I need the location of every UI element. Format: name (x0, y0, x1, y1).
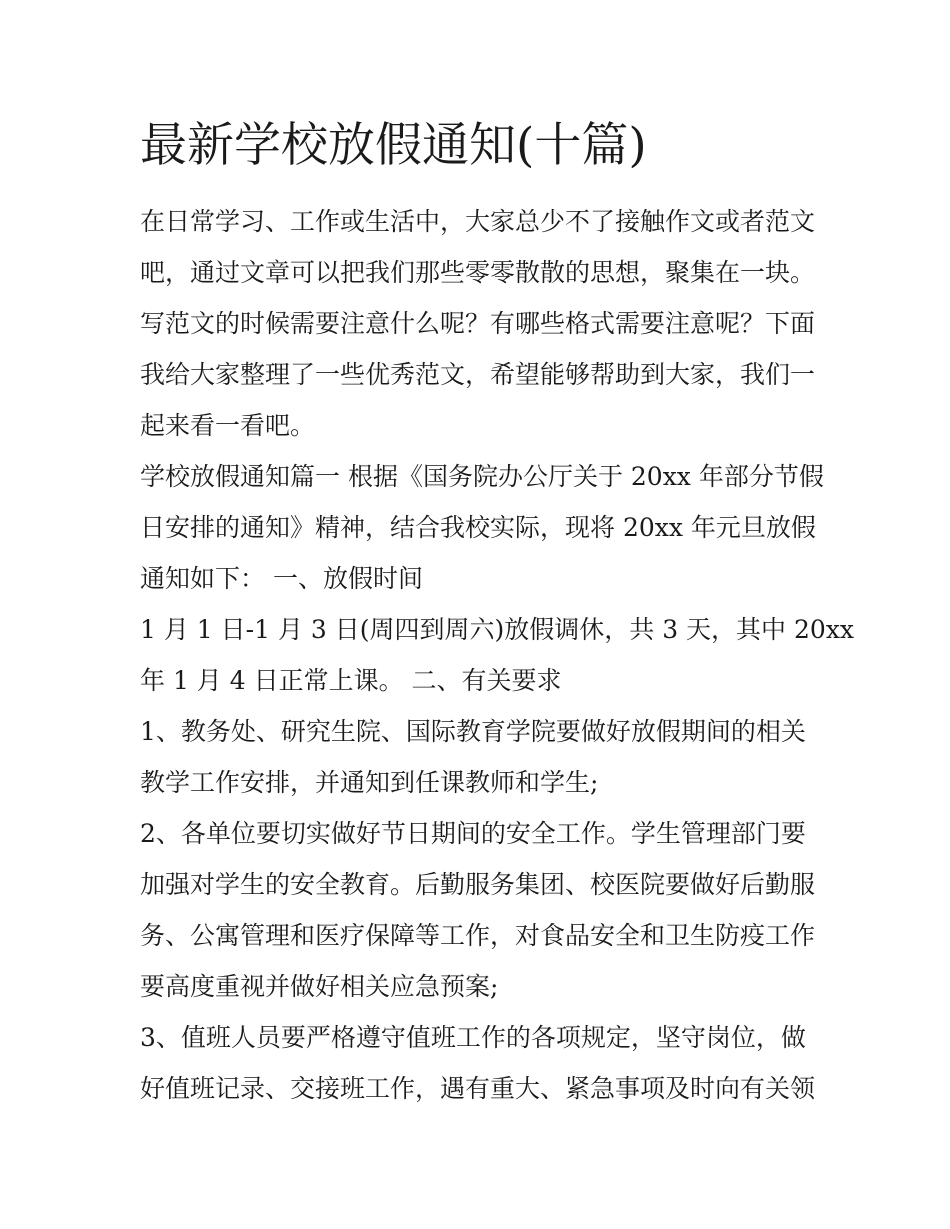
paragraph-intro (140, 196, 820, 451)
text-line: 学校放假通知篇一 根据《国务院办公厅关于 20xx 年部分节假 (140, 462, 824, 491)
paragraph-holiday-time (140, 604, 855, 706)
document-title: 最新学校放假通知(十篇) (140, 118, 647, 173)
text-line: 要高度重视并做好相关应急预案; (140, 972, 499, 1001)
text-line: 吧，通过文章可以把我们那些零零散散的思想，聚集在一块。 (140, 258, 816, 287)
text-line: 教学工作安排，并通知到任课教师和学生; (140, 768, 599, 797)
paragraph-notice-one (140, 451, 824, 604)
paragraph-requirement-1 (140, 706, 820, 808)
text-line: 3、值班人员要严格遵守值班工作的各项规定，坚守岗位，做 (140, 1023, 806, 1052)
text-line: 在日常学习、工作或生活中，大家总少不了接触作文或者范文 (140, 207, 816, 236)
text-line: 我给大家整理了一些优秀范文，希望能够帮助到大家，我们一 (140, 360, 816, 389)
text-line: 日安排的通知》精神，结合我校实际，现将 20xx 年元旦放假 (140, 513, 816, 542)
document-body (140, 196, 855, 1114)
text-line: 写范文的时候需要注意什么呢？有哪些格式需要注意呢？下面 (140, 309, 816, 338)
text-line: 加强对学生的安全教育。后勤服务集团、校医院要做好后勤服 (140, 870, 816, 899)
paragraph-requirement-3 (140, 1012, 820, 1114)
text-line: 务、公寓管理和医疗保障等工作，对食品安全和卫生防疫工作 (140, 921, 816, 950)
text-line: 2、各单位要切实做好节日期间的安全工作。学生管理部门要 (140, 819, 806, 848)
text-line: 好值班记录、交接班工作，遇有重大、紧急事项及时向有关领 (140, 1074, 816, 1103)
text-line: 起来看一看吧。 (140, 411, 316, 440)
text-line: 1、教务处、研究生院、国际教育学院要做好放假期间的相关 (140, 717, 806, 746)
text-line: 通知如下： 一、放假时间 (140, 564, 423, 593)
paragraph-requirement-2 (140, 808, 820, 1012)
text-line: 年 1 月 4 日正常上课。 二、有关要求 (140, 666, 562, 695)
text-line: 1 月 1 日-1 月 3 日(周四到周六)放假调休，共 3 天，其中 20xx (140, 615, 855, 644)
